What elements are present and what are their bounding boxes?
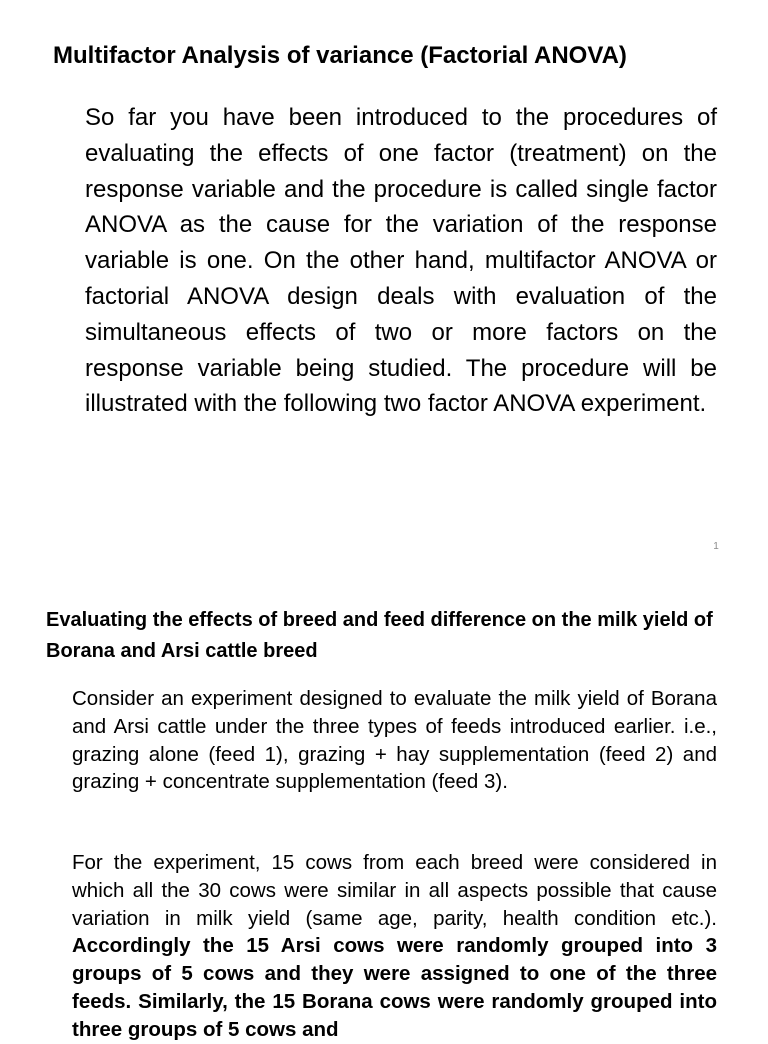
paragraph-experiment-setup — [72, 849, 717, 1044]
paragraph-normal-text: For the experiment, 15 cows from each breed were considered in which all the 30 cows were similar in all aspects possible that cause variation in milk yield (same age, parity, health condition etc.). — [72, 851, 717, 930]
slide-2 — [0, 575, 768, 1041]
slide-title: Multifactor Analysis of variance (Factorial ANOVA) — [53, 42, 627, 69]
paragraph-bold-text: Accordingly the 15 Arsi cows were randomly grouped into 3 groups of 5 cows and they were assigned to one of the three feeds. Similarly, the 15 Borana cows were randomly grouped into three groups of 5 cows and — [72, 934, 717, 1041]
paragraph-experiment-design: Consider an experiment designed to evaluate the milk yield of Borana and Arsi cattle under the three types of feeds introduced earlier. i.e., grazing alone (feed 1), grazing + hay supplementation (feed 2) and grazing + concentrate supplementation (feed 3). — [72, 687, 717, 794]
slide-number: 1 — [713, 541, 719, 552]
slide-body-text: So far you have been introduced to the procedures of evaluating the effects of one factor (treatment) on the response variable and the procedure is called single factor ANOVA as the cause for the variation of the response variable is one. On the other hand, multifactor ANOVA or factorial ANOVA design deals with evaluation of the simultaneous effects of two or more factors on the response variable being studied. The procedure will be illustrated with the following two factor ANOVA experiment. — [85, 104, 717, 418]
slide-title: Evaluating the effects of breed and feed difference on the milk yield of Borana and Arsi cattle breed — [46, 609, 713, 662]
